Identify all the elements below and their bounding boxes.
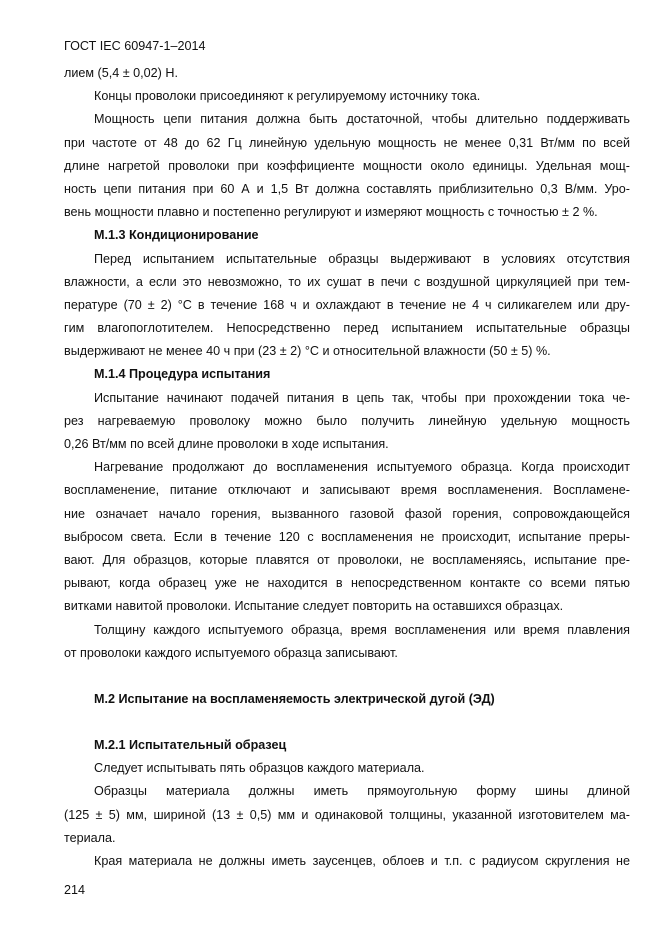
text-line: Нагревание продолжают до воспламенения испытуемого образца. Когда происходит — [94, 460, 630, 475]
spacer — [64, 711, 630, 734]
text-line: рывают, когда образец уже не находится в непосредственном контакте со всеми пятью — [64, 576, 630, 591]
text-line: Перед испытанием испытательные образцы выдерживают в условиях отсутствия — [94, 251, 630, 266]
spacer — [64, 665, 630, 688]
page-content — [64, 62, 630, 873]
text-line: Мощность цепи питания должна быть достаточной, чтобы длительно поддерживать — [94, 112, 630, 127]
text-line: Толщину каждого испытуемого образца, время воспламенения или время плавления — [94, 622, 630, 637]
text-line: 0,26 Вт/мм по всей длине проволоки в ходе испытания. — [64, 437, 389, 451]
text-line: от проволоки каждого испытуемого образца записывают. — [64, 645, 398, 660]
text-line: при частоте от 48 до 62 Гц линейную удельную мощность не менее 0,31 Вт/мм по всей — [64, 135, 630, 150]
text-line: Испытание начинают подачей питания в цепь так, чтобы при прохождении тока че- — [94, 390, 630, 405]
text-line: вень мощности плавно и постепенно регулируют и измеряют мощность с точностью ± 2 %. — [64, 205, 598, 220]
text-line: выбросом света. Если в течение 120 с воспламенения не происходит, испытание преры- — [64, 529, 630, 544]
text-line: териала. — [64, 830, 116, 845]
section-heading: М.2 Испытание на воспламеняемость электрической дугой (ЭД) — [94, 691, 495, 706]
text-line: ние означает начало горения, вызванного газовой фазой горения, сопровождающейся — [64, 506, 630, 521]
text-line: лием (5,4 ± 0,02) Н. — [64, 66, 178, 80]
text-line: гим влагопоглотителем. Непосредственно перед испытанием испытательные образцы — [64, 321, 630, 336]
text-line: воспламенение, питание отключают и записывают время воспламенения. Воспламене- — [64, 483, 630, 498]
text-line: ность цепи питания при 60 А и 1,5 Вт должна составлять приблизительно 0,3 В/мм. Уро- — [64, 181, 630, 196]
text-line: витками навитой проволоки. Испытание следует повторить на оставшихся образцах. — [64, 599, 564, 614]
text-line: длине нагретой проволоки при коэффициенте мощности около единицы. Удельная мощ- — [64, 158, 630, 173]
section-heading: М.1.3 Кондиционирование — [94, 228, 259, 243]
page-number: 214 — [64, 883, 86, 897]
text-line: Образцы материала должны иметь прямоугольную форму шины длиной — [94, 784, 630, 799]
section-heading: М.1.4 Процедура испытания — [94, 367, 271, 382]
text-line: влажности, а если это невозможно, то их сушат в печи с воздушной циркуляцией при тем- — [64, 274, 630, 289]
text-line: Концы проволоки присоединяют к регулируемому источнику тока. — [94, 89, 481, 104]
text-line: Края материала не должны иметь заусенцев, облоев и т.п. с радиусом скругления не — [94, 854, 630, 868]
text-line: Следует испытывать пять образцов каждого материала. — [94, 761, 425, 776]
text-line: (125 ± 5) мм, шириной (13 ± 0,5) мм и одинаковой толщины, указанной изготовителем ма- — [64, 807, 630, 822]
text-line: пературе (70 ± 2) °С в течение 168 ч и охлаждают в течение не 4 ч силикагелем или дру- — [64, 297, 630, 312]
section-heading: М.2.1 Испытательный образец — [94, 738, 287, 753]
standard-header: ГОСТ IEC 60947-1–2014 — [64, 39, 206, 53]
text-line: вают. Для образцов, которые плавятся от проволоки, не воспламеняясь, испытание пре- — [64, 552, 630, 567]
text-line: рез нагреваемую проволоку можно было получить линейную удельную мощность — [64, 413, 630, 428]
text-line: выдерживают не менее 40 ч при (23 ± 2) °С и относительной влажности (50 ± 5) %. — [64, 344, 551, 359]
